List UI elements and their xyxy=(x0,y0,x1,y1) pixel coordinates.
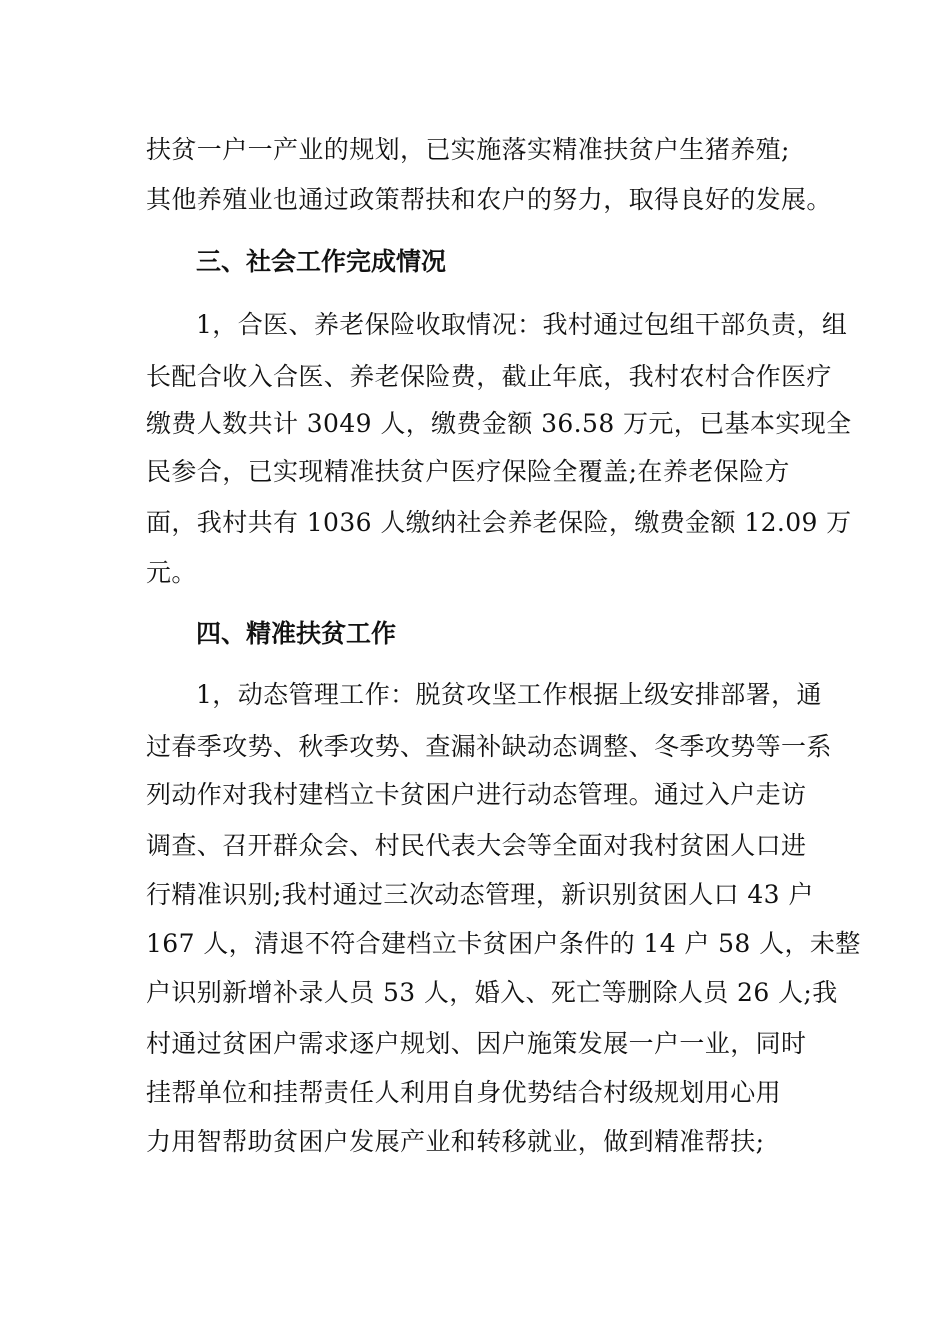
section-heading: 四、精准扶贫工作 xyxy=(196,619,397,648)
paragraph-line: 其他养殖业也通过政策帮扶和农户的努力，取得良好的发展。 xyxy=(146,185,832,214)
section-heading: 三、社会工作完成情况 xyxy=(196,247,447,276)
paragraph-line: 长配合收入合医、养老保险费，截止年底，我村农村合作医疗 xyxy=(146,362,832,391)
paragraph-line: 户识别新增补录人员 53 人，婚入、死亡等删除人员 26 人;我 xyxy=(146,978,838,1007)
paragraph-line: 调查、召开群众会、村民代表大会等全面对我村贫困人口进 xyxy=(146,831,807,860)
paragraph-line: 1，合医、养老保险收取情况：我村通过包组干部负责，组 xyxy=(196,310,848,339)
paragraph-line: 列动作对我村建档立卡贫困户进行动态管理。通过入户走访 xyxy=(146,780,807,809)
paragraph-line: 力用智帮助贫困户发展产业和转移就业，做到精准帮扶; xyxy=(146,1127,765,1156)
paragraph-line: 1，动态管理工作：脱贫攻坚工作根据上级安排部署，通 xyxy=(196,680,822,709)
paragraph-line: 行精准识别;我村通过三次动态管理，新识别贫困人口 43 户 xyxy=(146,880,814,909)
paragraph-line: 元。 xyxy=(146,558,197,587)
paragraph-line: 167 人，清退不符合建档立卡贫困户条件的 14 户 58 人，未整 xyxy=(146,929,861,958)
paragraph-line: 过春季攻势、秋季攻势、查漏补缺动态调整、冬季攻势等一系 xyxy=(146,732,832,761)
paragraph-line: 扶贫一户一产业的规划，已实施落实精准扶贫户生猪养殖; xyxy=(146,135,790,164)
paragraph-line: 缴费人数共计 3049 人，缴费金额 36.58 万元，已基本实现全 xyxy=(146,409,852,438)
paragraph-line: 民参合，已实现精准扶贫户医疗保险全覆盖;在养老保险方 xyxy=(146,457,790,486)
paragraph-line: 村通过贫困户需求逐户规划、因户施策发展一户一业，同时 xyxy=(146,1029,807,1058)
paragraph-line: 挂帮单位和挂帮责任人利用自身优势结合村级规划用心用 xyxy=(146,1078,782,1107)
paragraph-line: 面，我村共有 1036 人缴纳社会养老保险，缴费金额 12.09 万 xyxy=(146,508,852,537)
